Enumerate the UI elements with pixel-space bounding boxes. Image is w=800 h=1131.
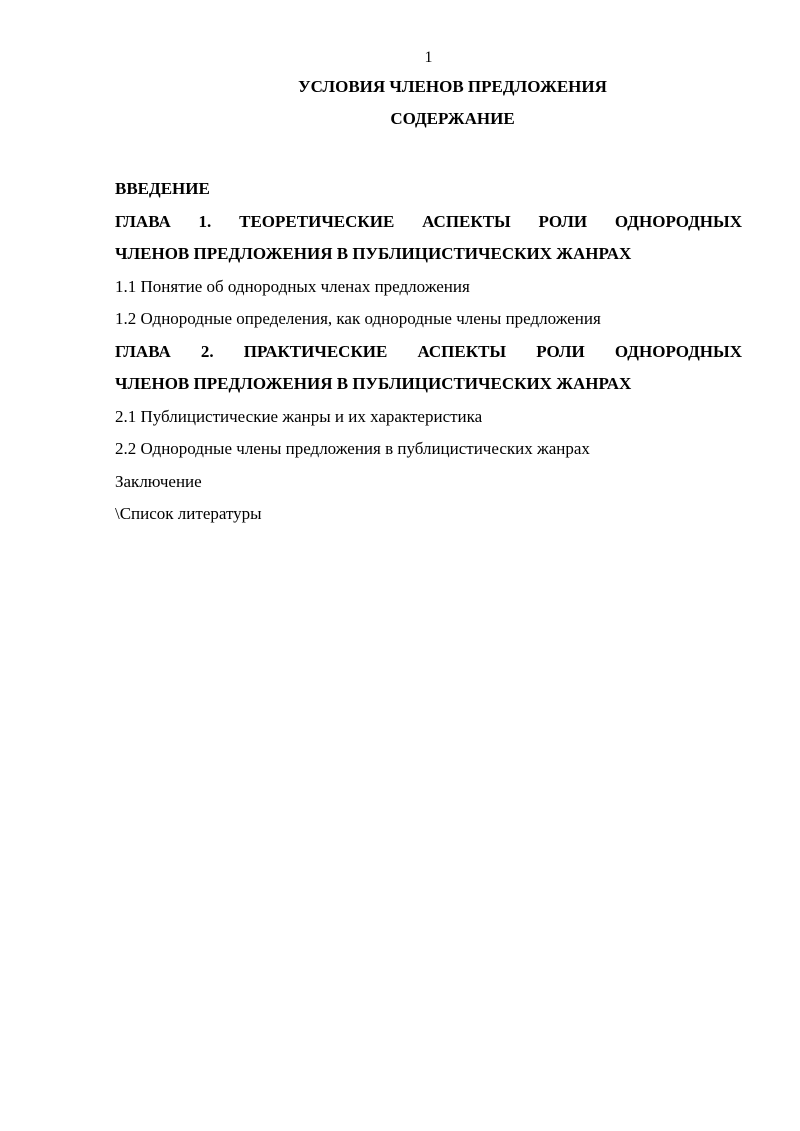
chapter-2-line-1: ГЛАВА 2. ПРАКТИЧЕСКИЕ АСПЕКТЫ РОЛИ ОДНОРОДНЫХ [115,341,742,361]
toc-entry-chapter-1 [115,206,742,271]
toc-entry-chapter-2 [115,336,742,401]
toc-entry-section-2-2: 2.2 Однородные члены предложения в публицистических жанрах [115,439,590,458]
toc-entry-conclusion: Заключение [115,471,202,491]
page-number: 1 [424,49,433,66]
table-of-contents [115,173,742,531]
chapter-1-line-1: ГЛАВА 1. ТЕОРЕТИЧЕСКИЕ АСПЕКТЫ РОЛИ ОДНОРОДНЫХ [115,211,742,231]
chapter-2-line-2: ЧЛЕНОВ ПРЕДЛОЖЕНИЯ В ПУБЛИЦИСТИЧЕСКИХ ЖАНРАХ [115,374,632,393]
toc-entry-section-1-1: 1.1 Понятие об однородных членах предложения [115,276,470,296]
contents-heading: СОДЕРЖАНИЕ [390,109,515,128]
document-title: УСЛОВИЯ ЧЛЕНОВ ПРЕДЛОЖЕНИЯ [298,77,607,96]
chapter-1-line-2: ЧЛЕНОВ ПРЕДЛОЖЕНИЯ В ПУБЛИЦИСТИЧЕСКИХ ЖАНРАХ [115,244,632,263]
toc-entry-introduction: ВВЕДЕНИЕ [115,179,210,198]
toc-entry-section-2-1: 2.1 Публицистические жанры и их характеристика [115,406,483,426]
toc-entry-section-1-2: 1.2 Однородные определения, как однородные члены предложения [115,309,601,328]
toc-entry-bibliography: \Список литературы [115,504,262,523]
